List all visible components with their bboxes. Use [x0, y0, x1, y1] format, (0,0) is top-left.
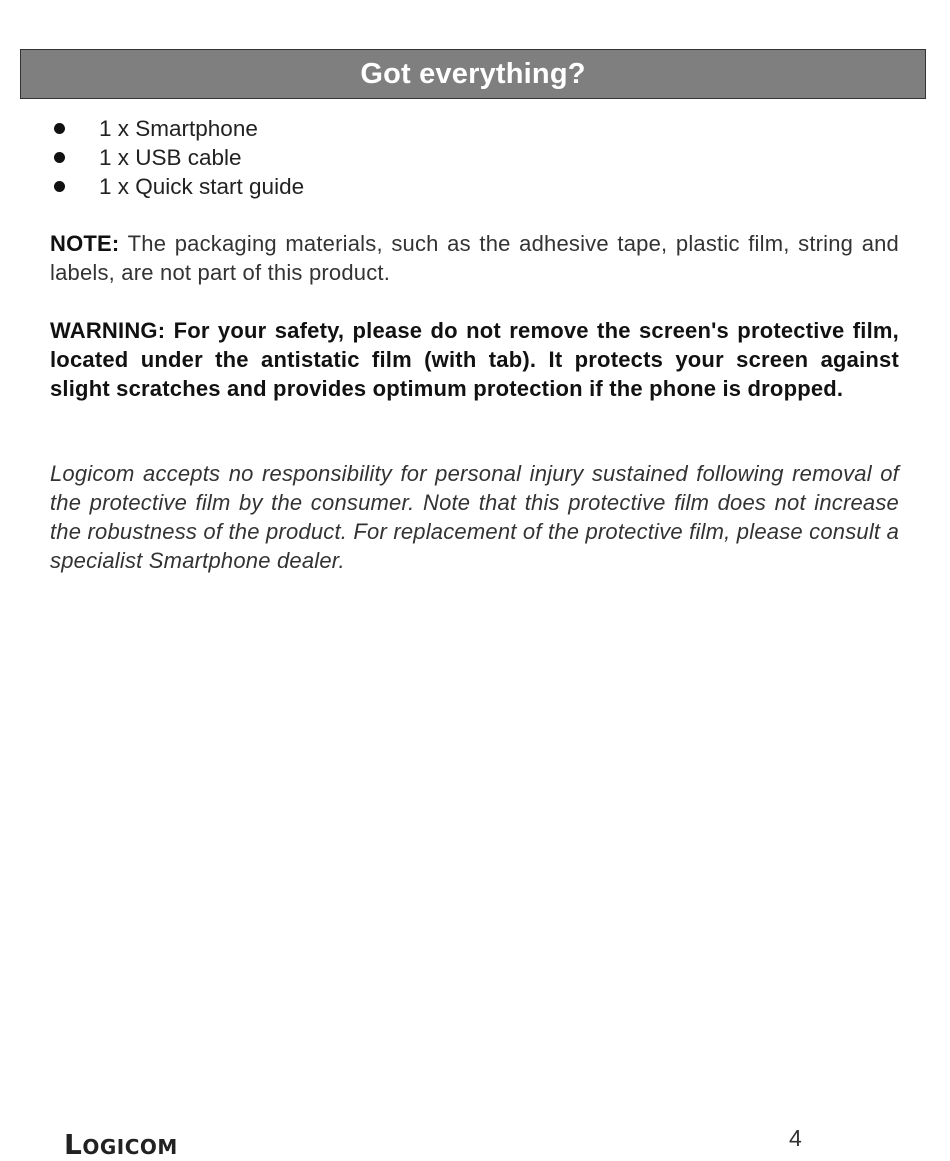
- note-text: The packaging materials, such as the adhesive tape, plastic film, string and labels, are not part of this product.: [50, 231, 899, 285]
- list-item: [50, 143, 304, 172]
- disclaimer-paragraph: Logicom accepts no responsibility for personal injury sustained following removal of the protective film by the consumer. Note that this protective film does not increase the robustness of the product. For replacement of the protective film, please consult a specialist Smartphone dealer.: [50, 461, 899, 573]
- page-number: 4: [789, 1125, 802, 1151]
- list-item-label: 1 x Smartphone: [99, 115, 258, 141]
- bullet-icon: [54, 181, 65, 192]
- list-item: [50, 114, 304, 143]
- warning-paragraph: WARNING: For your safety, please do not remove the screen's protective film, located under the antistatic film (with tab). It protects your screen against slight scratches and provides optimum protection if the phone is dropped.: [50, 318, 899, 401]
- package-contents-list: [50, 114, 304, 201]
- note-paragraph: [50, 229, 899, 287]
- logicom-logo: Logicom: [64, 1128, 178, 1161]
- list-item: [50, 172, 304, 201]
- bullet-icon: [54, 123, 65, 134]
- section-title: Got everything?: [360, 57, 586, 90]
- list-item-label: 1 x USB cable: [99, 144, 242, 170]
- list-item-label: 1 x Quick start guide: [99, 173, 305, 199]
- bullet-icon: [54, 152, 65, 163]
- note-label: NOTE:: [50, 231, 120, 256]
- section-header: [20, 49, 926, 99]
